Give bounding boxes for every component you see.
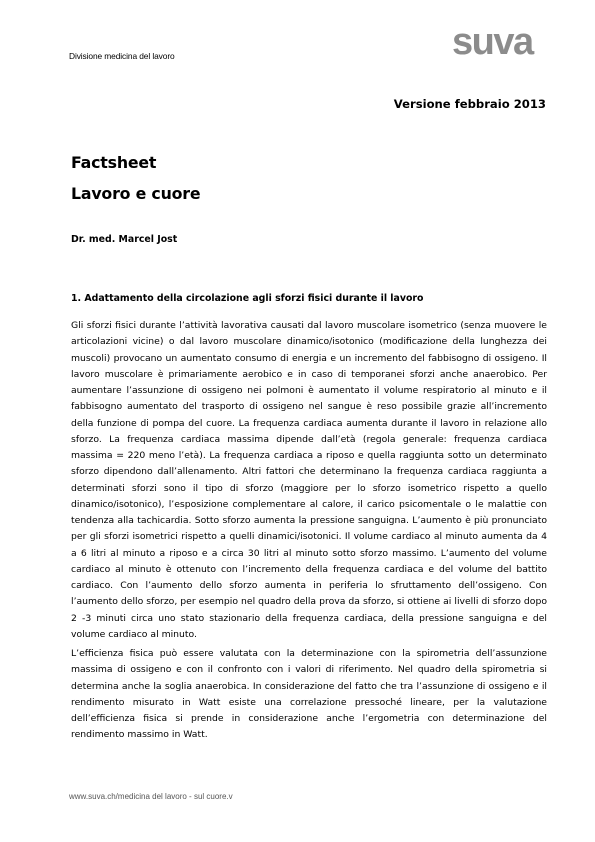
section-heading: 1. Adattamento della circolazione agli sforzi fisici durante il lavoro — [71, 293, 424, 304]
division-label: Divisione medicina del lavoro — [69, 51, 175, 61]
document-title-line2: Lavoro e cuore — [71, 184, 201, 203]
body-paragraph-2: L’efficienza fisica può essere valutata con la determinazione con la spirometria dell’assunzione massima di ossigeno e con il confronto con i valori di riferimento. Nel quadro della spirometria si determina anche la soglia anaerobica. In considerazione del fatto che tra l’assunzione di ossigeno e il rendimento misurato in Watt esiste una correlazione pressoché lineare, per la valutazione dell’efficienza fisica si prende in considerazione anche l’ergometria con determinazione del rendimento massimo in Watt. — [71, 648, 547, 741]
version-label: Versione febbraio 2013 — [393, 97, 546, 111]
suva-logo: suva — [452, 21, 533, 63]
author-name: Dr. med. Marcel Jost — [71, 234, 178, 245]
document-title-line1: Factsheet — [71, 153, 157, 172]
footer-url: www.suva.ch/medicina del lavoro - sul cuore.v — [69, 792, 233, 801]
body-paragraph-1: Gli sforzi fisici durante l’attività lavorativa causati dal lavoro muscolare isometrico (senza muovere le articolazioni vicine) o dal lavoro muscolare dinamico/isotonico (modificazione della lunghezza dei muscoli) provocano un aumentato consumo di energia e un incremento del fabbisogno di ossigeno. Il lavoro muscolare è primariamente aerobico e in caso di temporanei sforzi anche anaerobico. Per aumentare l’assunzione di ossigeno nei polmoni è aumentato il volume respiratorio al minuto e il fabbisogno aumentato del trasporto di ossigeno nel sangue è reso possibile grazie all’incremento della funzione di pompa del cuore. La frequenza cardiaca aumenta durante il lavoro in relazione allo sforzo. La frequenza cardiaca massima dipende dall’età (regola generale: frequenza cardiaca massima = 220 meno l’età). La frequenza cardiaca a riposo e quella raggiunta sotto un determinato sforzo dipendono dall’allenamento. Altri fattori che determinano la frequenza cardiaca raggiunta a determinati sforzi sono il tipo di sforzo (maggiore per lo sforzo isometrico rispetto a quello dinamico/isotonico), l’esposizione complementare al calore, il carico psicomentale o le malattie con tendenza alla tachicardia. Sotto sforzo aumenta la pressione sanguigna. L’aumento è più pronunciato per gli sforzi isometrici rispetto a quelli dinamici/isotonici. Il volume cardiaco al minuto aumenta da 4 a 6 litri al minuto a riposo e a circa 30 litri al minuto sotto sforzo massimo. L’aumento del volume cardiaco al minuto è ottenuto con l’incremento della frequenza cardiaca e del volume del battito cardiaco. Con l’aumento dello sforzo aumenta in periferia lo sfruttamento dell’ossigeno. Con l’aumento dello sforzo, per esempio nel quadro della prova da sforzo, si ottiene ai livelli di sforzo dopo 2 -3 minuti circa uno stato stazionario della frequenza cardiaca, della pressione sanguigna e del volume cardiaco al minuto. — [71, 320, 547, 640]
